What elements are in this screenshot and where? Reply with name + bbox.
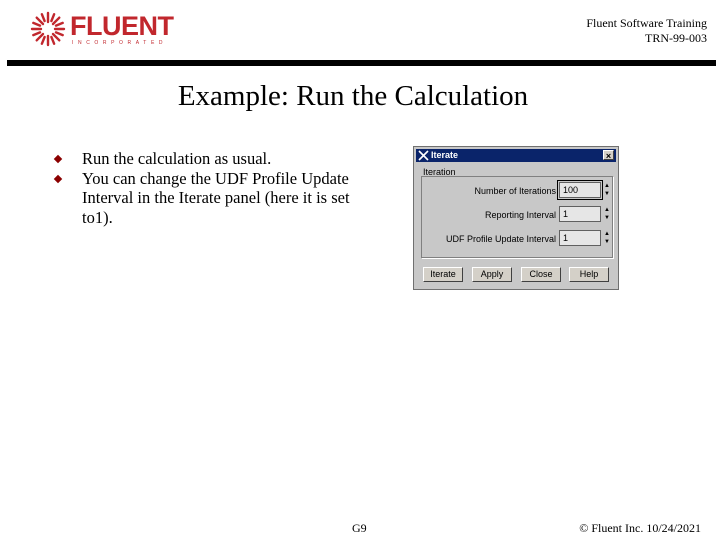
dialog-titlebar[interactable] <box>416 149 616 162</box>
spin-up-icon[interactable]: ▲ <box>604 207 610 213</box>
logo-wordmark: FLUENT <box>70 11 174 41</box>
close-button[interactable]: Close <box>521 267 561 282</box>
iterate-dialog <box>413 146 619 290</box>
number-of-iterations-field[interactable]: 100 <box>559 182 601 198</box>
udf-profile-update-interval-label: UDF Profile Update Interval <box>445 234 556 244</box>
reporting-interval-label: Reporting Interval <box>484 210 556 220</box>
fluent-logo <box>30 11 174 49</box>
spin-down-icon[interactable]: ▼ <box>604 215 610 221</box>
close-icon[interactable]: × <box>603 150 614 160</box>
iteration-group <box>421 176 613 258</box>
header-course: Fluent Software Training <box>586 16 707 30</box>
spin-down-icon[interactable]: ▼ <box>604 191 610 197</box>
iterate-button[interactable]: Iterate <box>423 267 463 282</box>
bullet-item <box>53 169 353 228</box>
bullet-list <box>53 149 353 227</box>
diamond-bullet-icon <box>54 155 62 163</box>
bullet-item <box>53 149 353 169</box>
bullet-text: Run the calculation as usual. <box>82 149 272 168</box>
spin-up-icon[interactable]: ▲ <box>604 231 610 237</box>
logo-subtitle: INCORPORATED <box>72 40 168 46</box>
copyright: © Fluent Inc. 10/24/2021 <box>579 521 701 535</box>
header-code: TRN-99-003 <box>645 31 707 45</box>
header-rule <box>7 60 716 66</box>
slide-title: Example: Run the Calculation <box>177 80 529 112</box>
udf-spinner[interactable] <box>604 230 610 246</box>
starburst-icon <box>30 11 66 47</box>
iterations-spinner[interactable] <box>604 182 610 198</box>
spin-up-icon[interactable]: ▲ <box>604 183 610 189</box>
reporting-spinner[interactable] <box>604 206 610 222</box>
apply-button[interactable]: Apply <box>472 267 512 282</box>
number-of-iterations-label: Number of Iterations <box>474 186 556 196</box>
reporting-interval-field[interactable]: 1 <box>559 206 601 222</box>
bullet-text: You can change the UDF Profile Update Interval in the Iterate panel (here it is set to1). <box>82 168 350 227</box>
header-info <box>586 16 707 46</box>
help-button[interactable]: Help <box>569 267 609 282</box>
diamond-bullet-icon <box>54 174 62 182</box>
x-window-icon <box>418 150 429 161</box>
page-number: G9 <box>352 521 367 535</box>
iteration-group-label: Iteration <box>423 167 456 177</box>
dialog-title: Iterate <box>431 150 459 160</box>
udf-profile-update-interval-field[interactable]: 1 <box>559 230 601 246</box>
spin-down-icon[interactable]: ▼ <box>604 239 610 245</box>
